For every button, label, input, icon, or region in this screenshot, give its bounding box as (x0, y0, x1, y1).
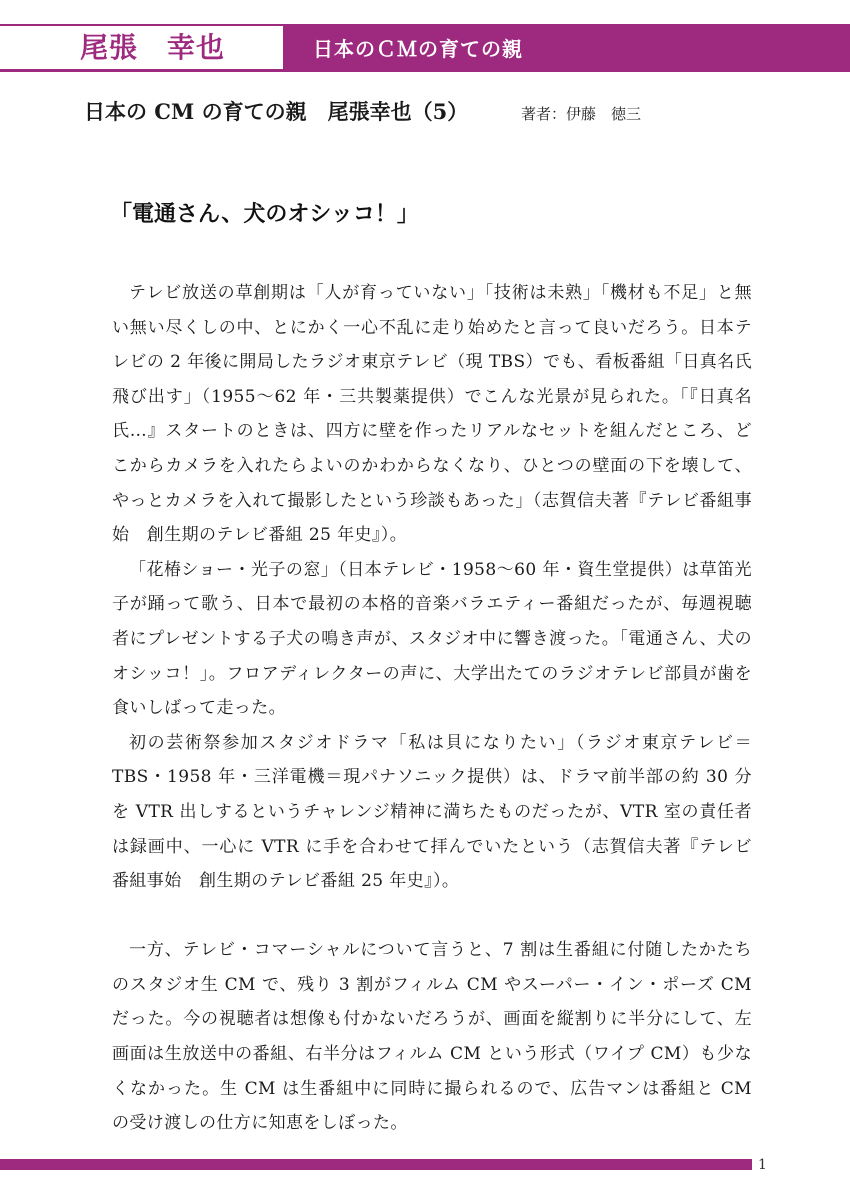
section-title: 「電通さん、犬のオシッコ！」 (110, 201, 419, 227)
paragraph-3: 初の芸術祭参加スタジオドラマ「私は貝になりたい」（ラジオ東京テレビ＝TBS・1958 年・三洋電機＝現パナソニック提供）は、ドラマ前半部の約 30 分を VTR 出しするというチャレンジ精神に満ちたものだったが、VTR 室の責任者は録画中、一心に VTR に手を合わせて拝んでいたという（志賀信夫著『テレビ番組事始 創生期のテレビ番組 25 年史』）。 (112, 732, 752, 892)
article-body (112, 276, 752, 1141)
paragraph-4: 一方、テレビ・コマーシャルについて言うと、7 割は生番組に付随したかたちのスタジオ生 CM で、残り 3 割がフィルム CM やスーパー・イン・ポーズ CM だった。今の視聴者は想像も付かないだろうが、画面を縦割りに半分にして、左画面は生放送中の番組、右半分はフィルム CM という形式（ワイプ CM）も少なくなかった。生 CM は生番組中に同時に撮られるので、広告マンは番組と CM の受け渡しの仕方に知恵をしぼった。 (112, 940, 752, 1134)
article-author: 著者：伊藤 徳三 (521, 105, 642, 123)
header-author-name: 尾張 幸也 (80, 31, 226, 64)
header-underline (0, 69, 283, 72)
footer-bar (0, 1159, 752, 1170)
paragraph-2: 「花椿ショー・光子の窓」（日本テレビ・1958～60 年・資生堂提供）は草笛光子が踊って歌う、日本で最初の本格的音楽バラエティー番組だったが、毎週視聴者にプレゼントする子犬の鳴き声が、スタジオ中に響き渡った。「電通さん、犬のオシッコ！」。フロアディレクターの声に、大学出たてのラジオテレビ部員が歯を食いしばって走った。 (112, 559, 752, 719)
header-series-title: 日本のＣＭの育ての親 (313, 37, 523, 61)
article-title: 日本の CM の育ての親 尾張幸也（5） (84, 99, 469, 124)
header-series-band (283, 26, 850, 72)
paragraph-1: テレビ放送の草創期は「人が育っていない」「技術は未熟」「機材も不足」と無い無い尽くしの中、とにかく一心不乱に走り始めたと言って良いだろう。日本テレビの 2 年後に開局したラジオ東京テレビ（現 TBS）でも、看板番組「日真名氏飛び出す」（1955～62 年・三共製薬提供）でこんな光景が見られた。「『日真名氏…』スタートのときは、四方に壁を作ったリアルなセットを組んだところ、どこからカメラを入れたらよいのかわからなくなり、ひとつの壁面の下を壊して、やっとカメラを入れて撮影したという珍談もあった」（志賀信夫著『テレビ番組事始 創生期のテレビ番組 25 年史』）。 (112, 283, 752, 546)
page-number: 1 (758, 1157, 767, 1173)
